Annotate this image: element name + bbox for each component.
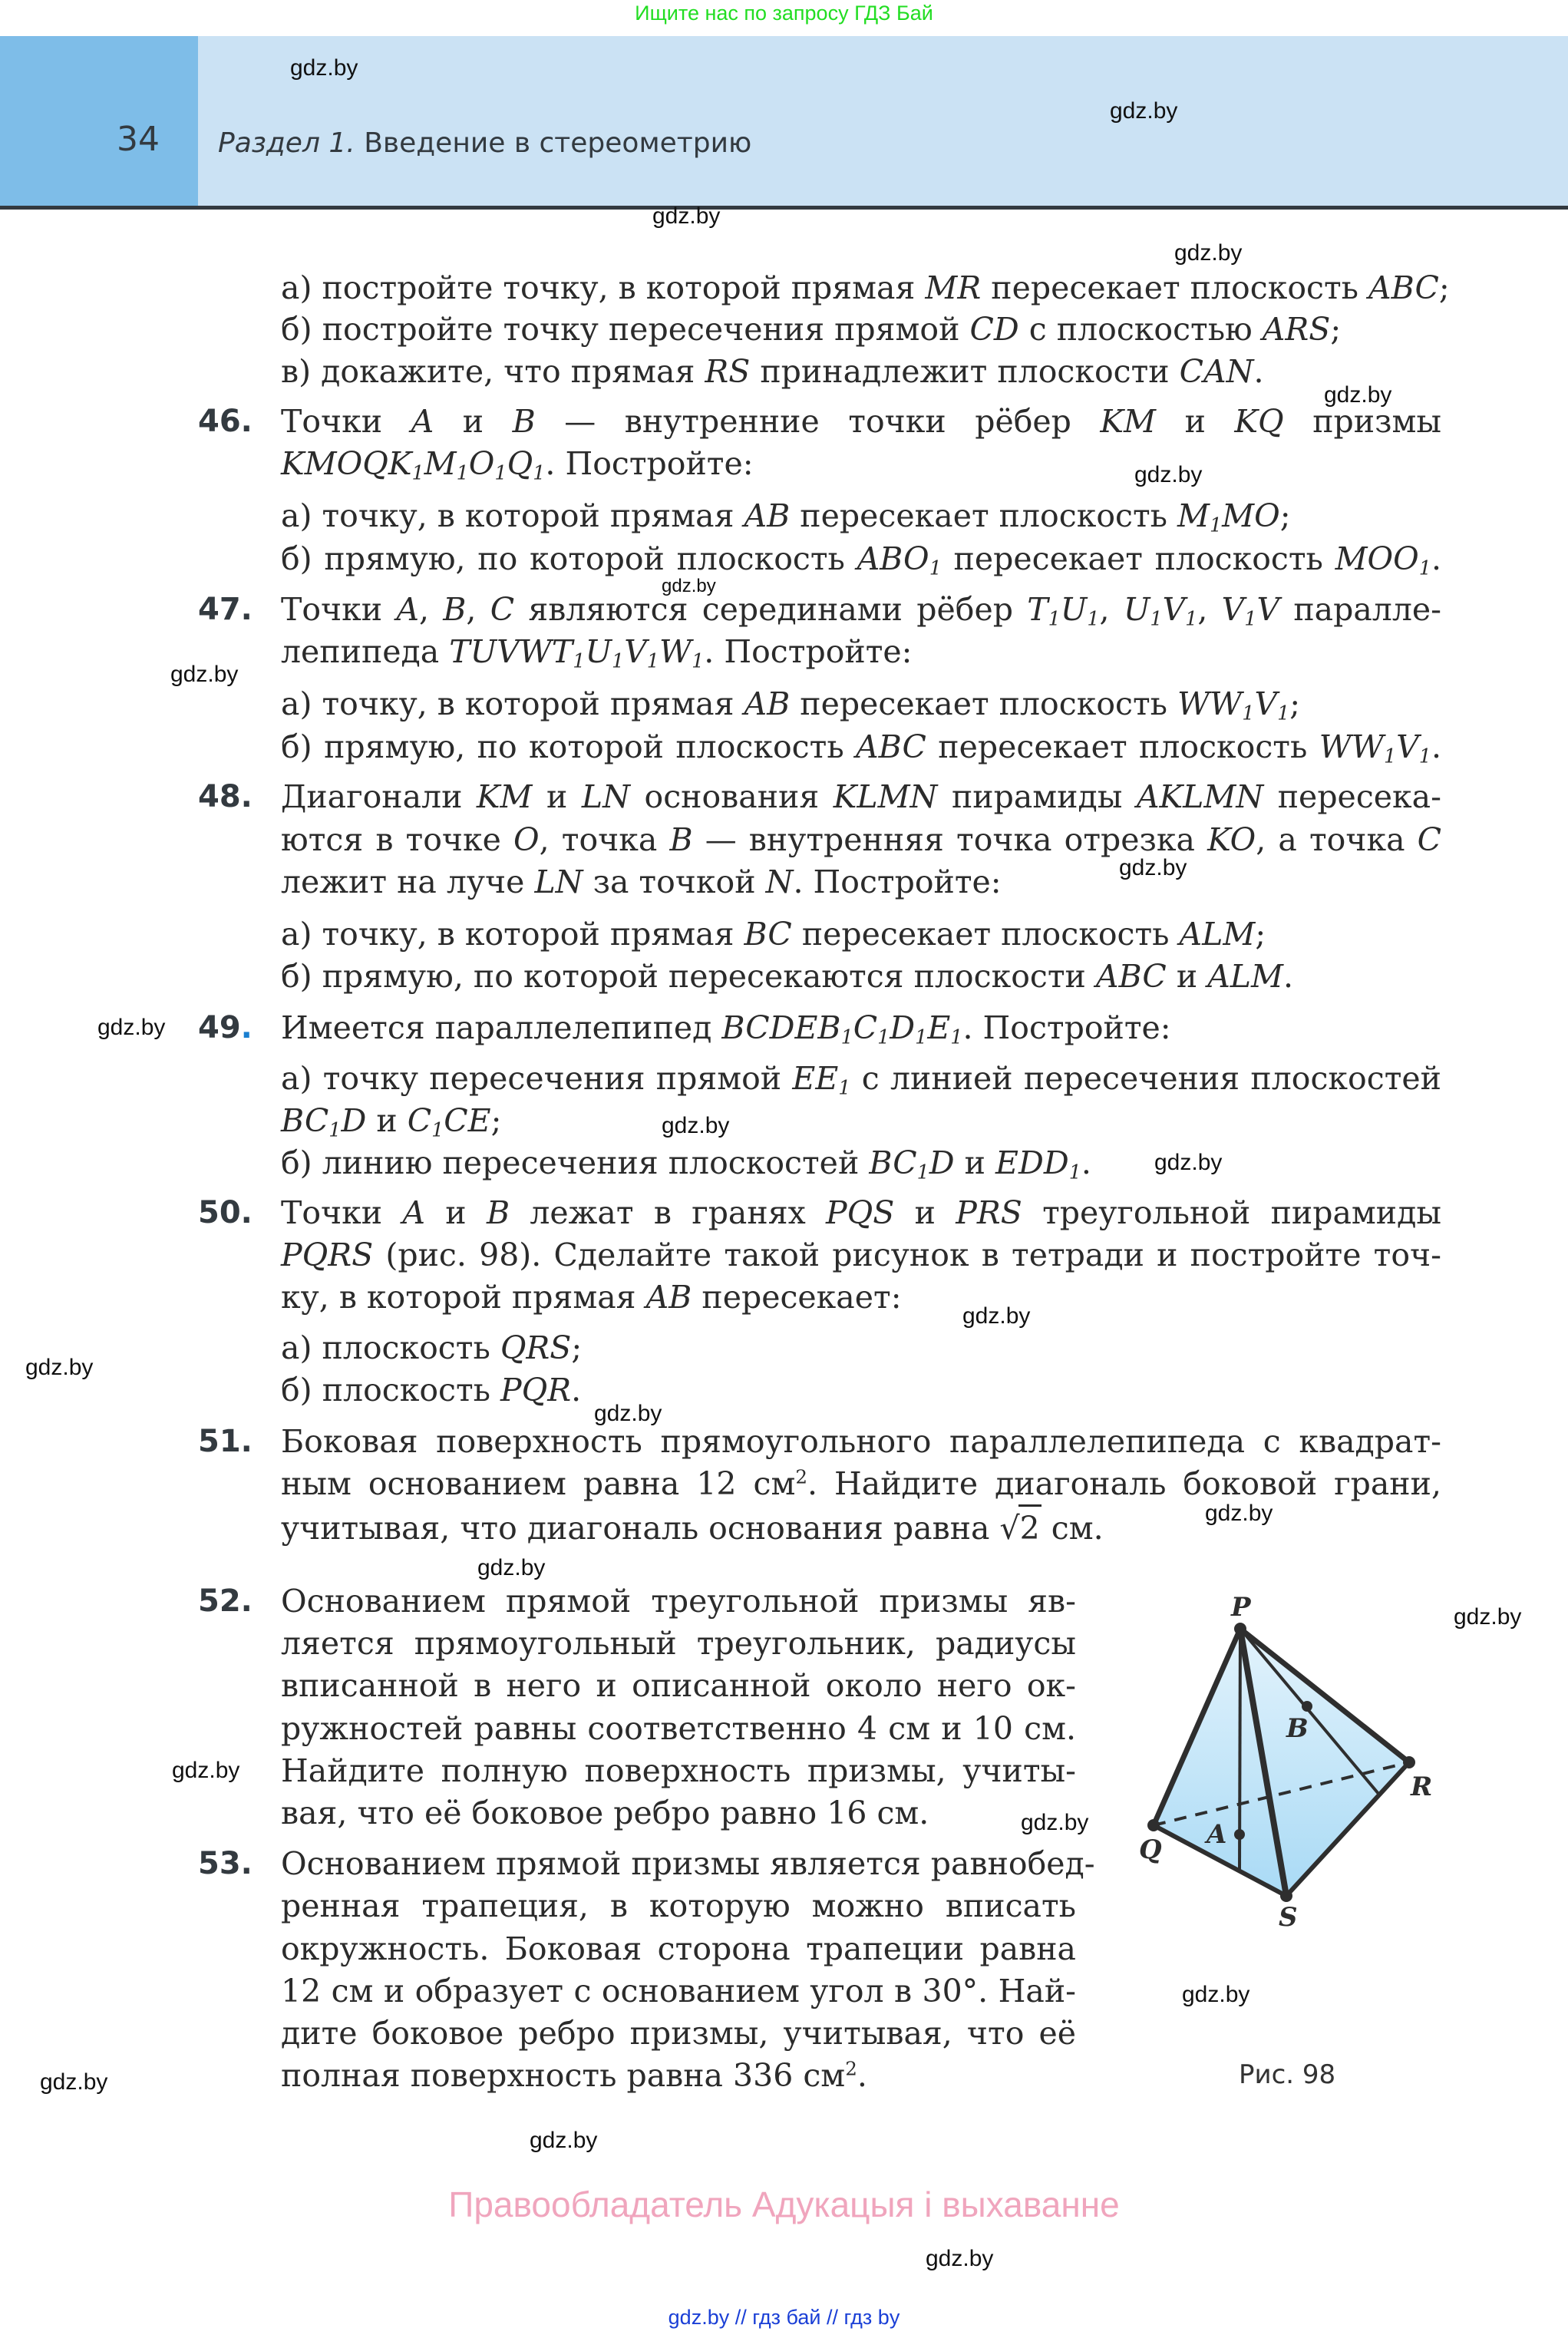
footer-links: [0, 2306, 1568, 2330]
problem-text: Диагонали KM и LN основания KLMN пирамиды AKLMN пересека-: [281, 778, 1441, 815]
problem-text: ляется прямоугольный треугольник, радиусы: [281, 1625, 1076, 1662]
footer-link-gdz-bai[interactable]: гдз бай: [752, 2306, 821, 2329]
footer-separator: //: [827, 2306, 839, 2329]
problem-part-a: а) плоскость QRS;: [281, 1329, 583, 1366]
section-title: Введение в стереометрию: [364, 127, 752, 159]
problem-45-part-a: а) постройте точку, в которой прямая MR пересекает плоскость ABC;: [281, 269, 1450, 306]
problem-part-b: б) линию пересечения плоскостей $BC_1D$ и $EDD_1$.: [281, 1144, 1091, 1184]
watermark: gdz.by: [1174, 240, 1243, 266]
watermark: gdz.by: [25, 1355, 94, 1380]
watermark: gdz.by: [97, 1015, 166, 1040]
problem-text: Найдите полную поверхность призмы, учиты-: [281, 1752, 1076, 1789]
problem-text: вписанной в него и описанной около него ок-: [281, 1667, 1076, 1704]
problem-part-a: а) точку, в которой прямая AB пересекает плоскость $M_1MO$;: [281, 497, 1291, 537]
problem-text: Точки A и B лежат в гранях PQS и PRS треугольной пирамиды: [281, 1194, 1441, 1231]
watermark: gdz.by: [40, 2069, 108, 2095]
watermark: gdz.by: [170, 662, 239, 687]
watermark: gdz.by: [594, 1401, 662, 1426]
problem-text: ным основанием равна 12 $см^2$. Найдите диагональ боковой грани,: [281, 1465, 1441, 1502]
problem-part-a: а) точку, в которой прямая BC пересекает плоскость ALM;: [281, 916, 1266, 953]
watermark: gdz.by: [652, 203, 721, 229]
watermark: gdz.by: [1134, 462, 1203, 487]
watermark: gdz.by: [1324, 382, 1392, 408]
watermark: gdz.by: [1205, 1501, 1273, 1526]
problem-part-b: б) прямую, по которой плоскость $ABO_1$ пересекает плоскость $MOO_1$.: [281, 540, 1442, 580]
point-label-b: B: [1286, 1713, 1309, 1744]
problem-text: вая, что её боковое ребро равно 16 см.: [281, 1795, 929, 1831]
figure-98-pyramid: [1128, 1592, 1527, 2026]
vertex-label-q: Q: [1139, 1834, 1162, 1865]
watermark: gdz.by: [1182, 1982, 1250, 2007]
problem-text: Основанием прямой призмы является равнобед-: [281, 1845, 1095, 1882]
vertex-label-s: S: [1279, 1902, 1298, 1933]
blue-dot-marker: .: [240, 1010, 253, 1045]
watermark: gdz.by: [962, 1303, 1031, 1329]
figure-caption: Рис. 98: [1239, 2059, 1336, 2090]
running-head-title: [218, 127, 751, 159]
point-label-a: A: [1207, 1819, 1227, 1850]
problem-text: $KMOQK_1M_1O_1Q_1$. Постройте:: [281, 445, 754, 484]
problem-text: лепипеда $TUVWT_1U_1V_1W_1$. Постройте:: [281, 633, 913, 672]
problem-text: Точки A, B, C являются серединами рёбер $T_1U_1$, $U_1V_1$, $V_1V$ паралле-: [281, 591, 1441, 630]
watermark: gdz.by: [1110, 98, 1178, 124]
watermark: gdz.by: [1021, 1810, 1089, 1835]
problem-text: ружностей равны соответственно 4 см и 10 см.: [281, 1710, 1076, 1747]
watermark: gdz.by: [172, 1758, 240, 1783]
problem-part-a: а) точку, в которой прямая AB пересекает плоскость $WW_1V_1$;: [281, 685, 1301, 725]
problem-text: учитывая, что диагональ основания равна √2 см.: [281, 1504, 1441, 1550]
problem-number: 47.: [198, 592, 253, 627]
vertex-label-r: R: [1411, 1772, 1433, 1802]
footer-link-gdz-by-cyr[interactable]: гдз by: [843, 2306, 900, 2329]
problem-number: 52.: [198, 1583, 253, 1619]
watermark: gdz.by: [1119, 855, 1187, 880]
pyramid-diagram-icon: [1128, 1597, 1527, 2026]
vertex-label-p: P: [1231, 1592, 1251, 1623]
problem-number: 46.: [198, 404, 253, 439]
problem-45-part-c: в) докажите, что прямая RS принадлежит плоскости CAN.: [281, 353, 1264, 390]
problem-text: Имеется параллелепипед $BCDEB_1C_1D_1E_1$. Постройте:: [281, 1009, 1171, 1048]
problem-text: лежит на луче LN за точкой N. Постройте:: [281, 864, 1002, 900]
problem-text: 12 см и образует с основанием угол в 30°. Най-: [281, 1973, 1076, 2009]
watermark: gdz.by: [530, 2128, 598, 2153]
watermark: gdz.by: [477, 1555, 546, 1580]
watermark: gdz.by: [662, 1113, 730, 1138]
problem-text: полная поверхность равна 336 $см^2$.: [281, 2057, 867, 2094]
problem-part-b: б) прямую, по которой пересекаются плоскости ABC и ALM.: [281, 958, 1294, 995]
watermark: gdz.by: [290, 55, 358, 81]
problem-part-b: б) прямую, по которой плоскость ABC пересекает плоскость $WW_1V_1$.: [281, 728, 1441, 768]
problem-part-a: $BC_1D$ и $C_1CE$;: [281, 1102, 502, 1141]
problem-number: 48.: [198, 779, 253, 814]
problem-text: Основанием прямой треугольной призмы яв-: [281, 1583, 1076, 1620]
footer-link-gdz-by[interactable]: gdz.by: [668, 2306, 730, 2329]
section-label: Раздел 1.: [218, 127, 355, 159]
problem-45-part-b: б) постройте точку пересечения прямой CD с плоскостью ARS;: [281, 311, 1342, 348]
copyright-notice: Правообладатель Адукацыя і выхаванне: [448, 2184, 1120, 2224]
problem-text: Точки A и B — внутренние точки рёбер KM и KQ призмы: [281, 403, 1441, 440]
problem-text: ку, в которой прямая AB пересекает:: [281, 1279, 902, 1316]
problem-text: окружность. Боковая сторона трапеции равна: [281, 1930, 1076, 1967]
watermark: gdz.by: [1454, 1604, 1522, 1630]
watermark: gdz.by: [662, 576, 716, 596]
problem-part-b: б) плоскость PQR.: [281, 1372, 582, 1408]
problem-text: Боковая поверхность прямоугольного параллелепипеда с квадрат-: [281, 1423, 1441, 1460]
problem-part-a: а) точку пересечения прямой $EE_1$ с линией пересечения плоскостей: [281, 1060, 1441, 1099]
footer-separator: //: [734, 2306, 747, 2329]
problem-number: 50.: [198, 1195, 253, 1230]
watermark: gdz.by: [1154, 1150, 1223, 1175]
problem-text: ются в точке O, точка B — внутренняя точка отрезка KO, а точка C: [281, 821, 1442, 858]
top-banner: Ищите нас по запросу ГДЗ Бай: [635, 2, 933, 25]
problem-text: дите боковое ребро призмы, учитывая, что её: [281, 2015, 1076, 2052]
problem-text: PQRS (рис. 98). Сделайте такой рисунок в тетради и постройте точ-: [281, 1237, 1441, 1273]
problem-number: 49.: [198, 1010, 253, 1045]
problem-number: 53.: [198, 1846, 253, 1881]
problem-text: ренная трапеция, в которую можно вписать: [281, 1887, 1076, 1924]
watermark: gdz.by: [926, 2246, 994, 2271]
page-number: 34: [117, 120, 160, 159]
problem-number: 51.: [198, 1424, 253, 1459]
running-header: [0, 36, 1568, 210]
